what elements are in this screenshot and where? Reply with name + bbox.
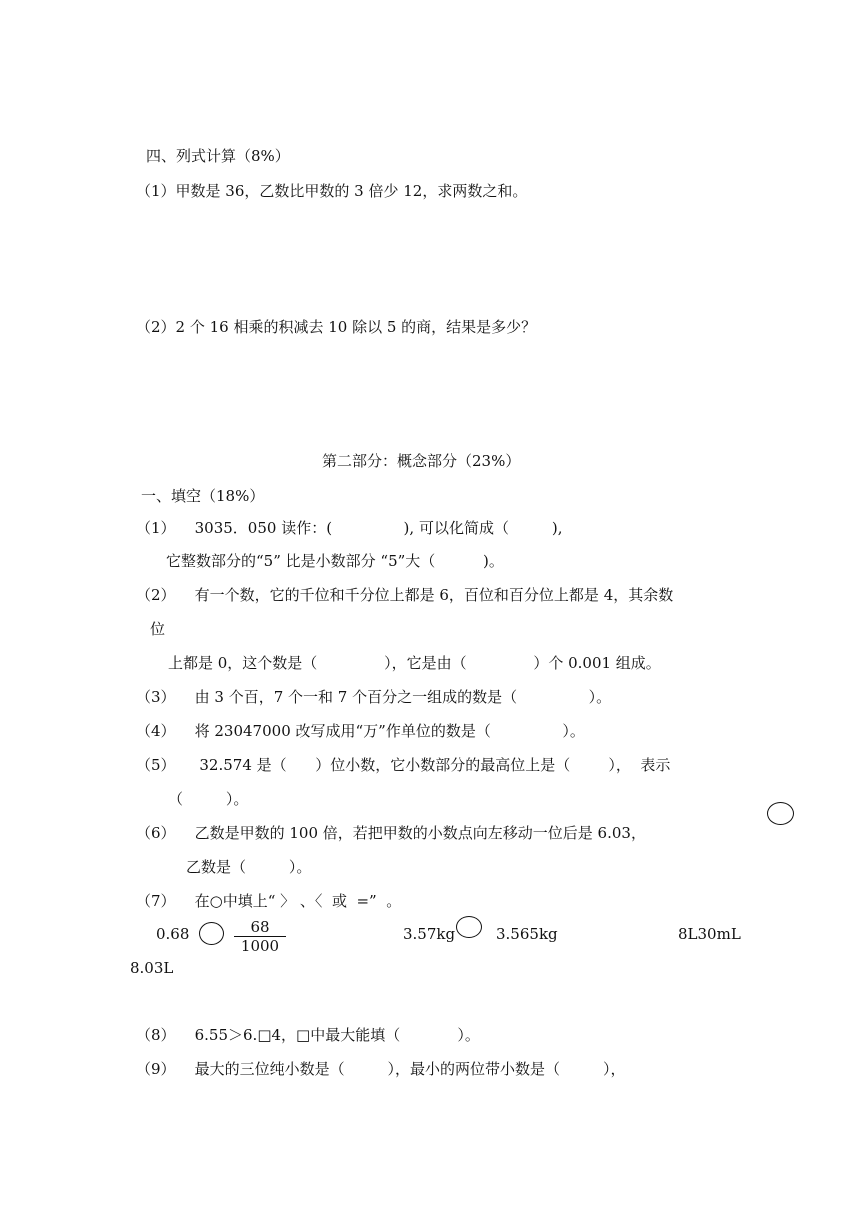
- item-4: （4） 将 23047000 改写成用“万”作单位的数是（ ）。: [136, 722, 585, 740]
- item-3: （3） 由 3 个百，7 个一和 7 个百分之一组成的数是（ ）。: [136, 688, 612, 706]
- fraction-denominator: 1000: [240, 937, 280, 955]
- margin-circle: [767, 802, 794, 825]
- fraction: [234, 918, 286, 955]
- item-2-line-c: 上都是 0，这个数是（ ），它是由（ ）个 0.001 组成。: [168, 654, 661, 672]
- compare-right-right: 8.03L: [130, 959, 174, 977]
- item-6-line-b: 乙数是（ ）。: [186, 858, 312, 876]
- compare-right-left: 8L30mL: [678, 925, 741, 943]
- item-1-line-a: （1） 3035．050 读作：( ), 可以化简成（ ),: [136, 519, 563, 537]
- item-6-line-a: （6） 乙数是甲数的 100 倍，若把甲数的小数点向左移动一位后是 6.03，: [136, 824, 646, 842]
- item-2-line-a: （2） 有一个数，它的千位和千分位上都是 6，百位和百分位上都是 4，其余数: [136, 586, 674, 604]
- compare-circle-2: [456, 916, 482, 938]
- item-1-line-b: 它整数部分的“5” 比是小数部分 “5”大（ )。: [166, 552, 504, 570]
- section4-heading: 四、列式计算（8%）: [146, 147, 290, 165]
- item-8: （8） 6.55＞6.□4，□中最大能填（ ）。: [136, 1026, 480, 1044]
- fill-heading: 一、填空（18%）: [141, 487, 265, 505]
- item-9: （9） 最大的三位纯小数是（ ），最小的两位带小数是（ ），: [136, 1060, 626, 1078]
- item-7-line-a: （7） 在○中填上“ 〉 、〈 或 =” 。: [136, 892, 402, 910]
- item-2-line-b: 位: [150, 620, 166, 638]
- question-2: （2）2 个 16 相乘的积减去 10 除以 5 的商，结果是多少？: [136, 318, 537, 336]
- compare-mid-left: 3.57kg: [403, 925, 456, 943]
- part2-title: 第二部分：概念部分（23%）: [322, 452, 521, 470]
- compare-circle-1: [199, 922, 224, 945]
- compare-left-value: 0.68: [156, 925, 190, 943]
- item-5-line-a: （5） 32.574 是（ ）位小数，它小数部分的最高位上是（ ）， 表示: [136, 756, 671, 774]
- compare-mid-right: 3.565kg: [496, 925, 558, 943]
- question-1: （1）甲数是 36，乙数比甲数的 3 倍少 12，求两数之和。: [136, 182, 528, 200]
- fraction-numerator: 68: [234, 918, 286, 937]
- item-5-line-b: （ ）。: [168, 790, 249, 808]
